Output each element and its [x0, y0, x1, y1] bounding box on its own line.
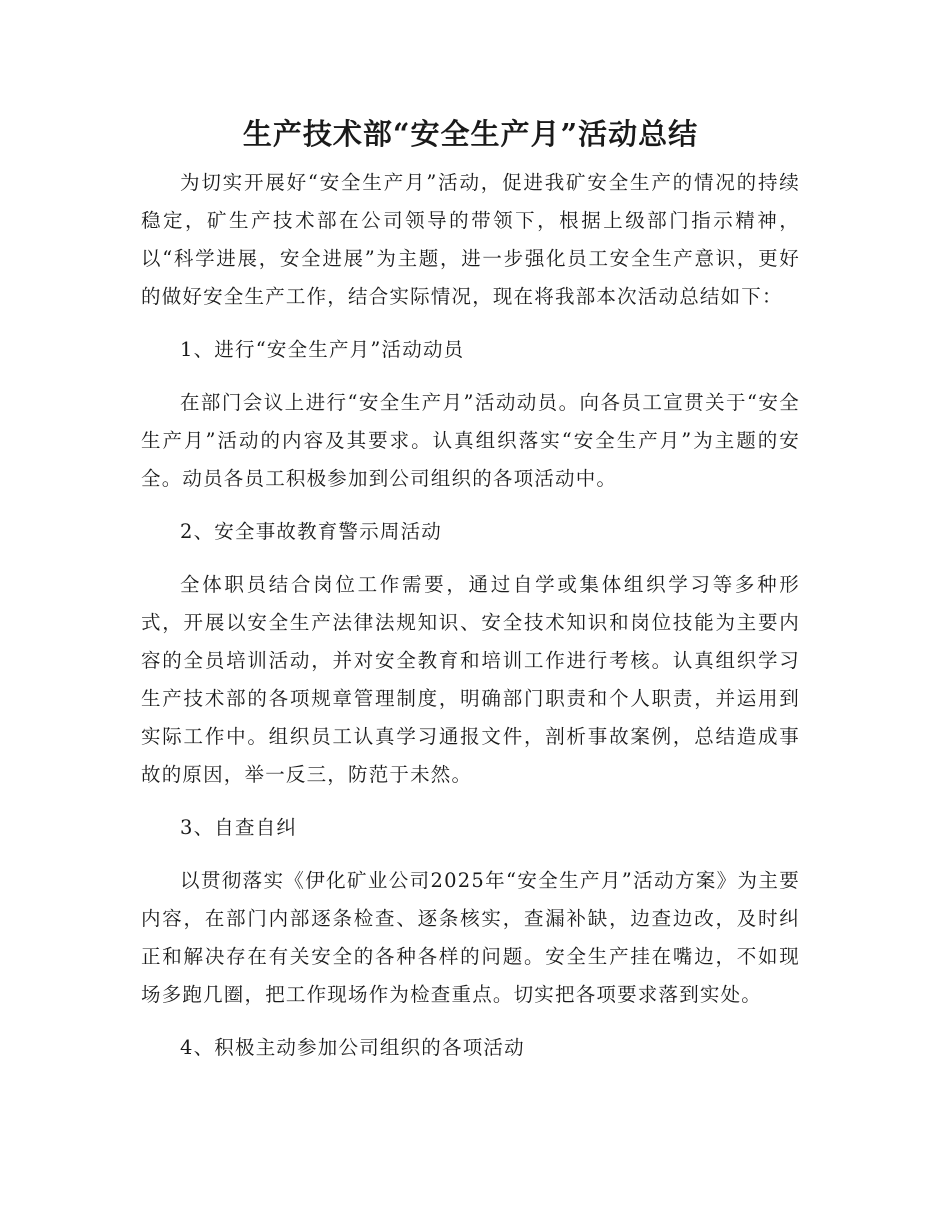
intro-paragraph: 为切实开展好“安全生产月”活动，促进我矿安全生产的情况的持续稳定，矿生产技术部在公司领导的带领下，根据上级部门指示精神，以“科学进展，安全进展”为主题，进一步强化员工安全生产意识，更好的做好安全生产工作，结合实际情况，现在将我部本次活动总结如下：: [141, 171, 800, 308]
section-1-body: 在部门会议上进行“安全生产月”活动动员。向各员工宣贯关于“安全生产月”活动的内容及其要求。认真组织落实“安全生产月”为主题的安全。动员各员工积极参加到公司组织的各项活动中。: [141, 391, 800, 490]
section-3-body: 以贯彻落实《伊化矿业公司2025年“安全生产月”活动方案》为主要内容，在部门内部逐条检查、逐条核实，查漏补缺，边查边改，及时纠正和解决存在有关安全的各种各样的问题。安全生产挂在嘴边，不如现场多跑几圈，把工作现场作为检查重点。切实把各项要求落到实处。: [141, 869, 800, 1006]
section-1-heading: 1、进行“安全生产月”活动动员: [180, 338, 465, 361]
document-title: 生产技术部“安全生产月”活动总结: [242, 117, 699, 151]
section-2-body: 全体职员结合岗位工作需要，通过自学或集体组织学习等多种形式，开展以安全生产法律法规知识、安全技术知识和岗位技能为主要内容的全员培训活动，并对安全教育和培训工作进行考核。认真组织学习生产技术部的各项规章管理制度，明确部门职责和个人职责，并运用到实际工作中。组织员工认真学习通报文件，剖析事故案例，总结造成事故的原因，举一反三，防范于未然。: [141, 573, 800, 786]
section-3-heading: 3、自查自纠: [180, 816, 298, 839]
section-2-heading: 2、安全事故教育警示周活动: [180, 520, 443, 543]
section-4-heading: 4、积极主动参加公司组织的各项活动: [180, 1036, 525, 1059]
